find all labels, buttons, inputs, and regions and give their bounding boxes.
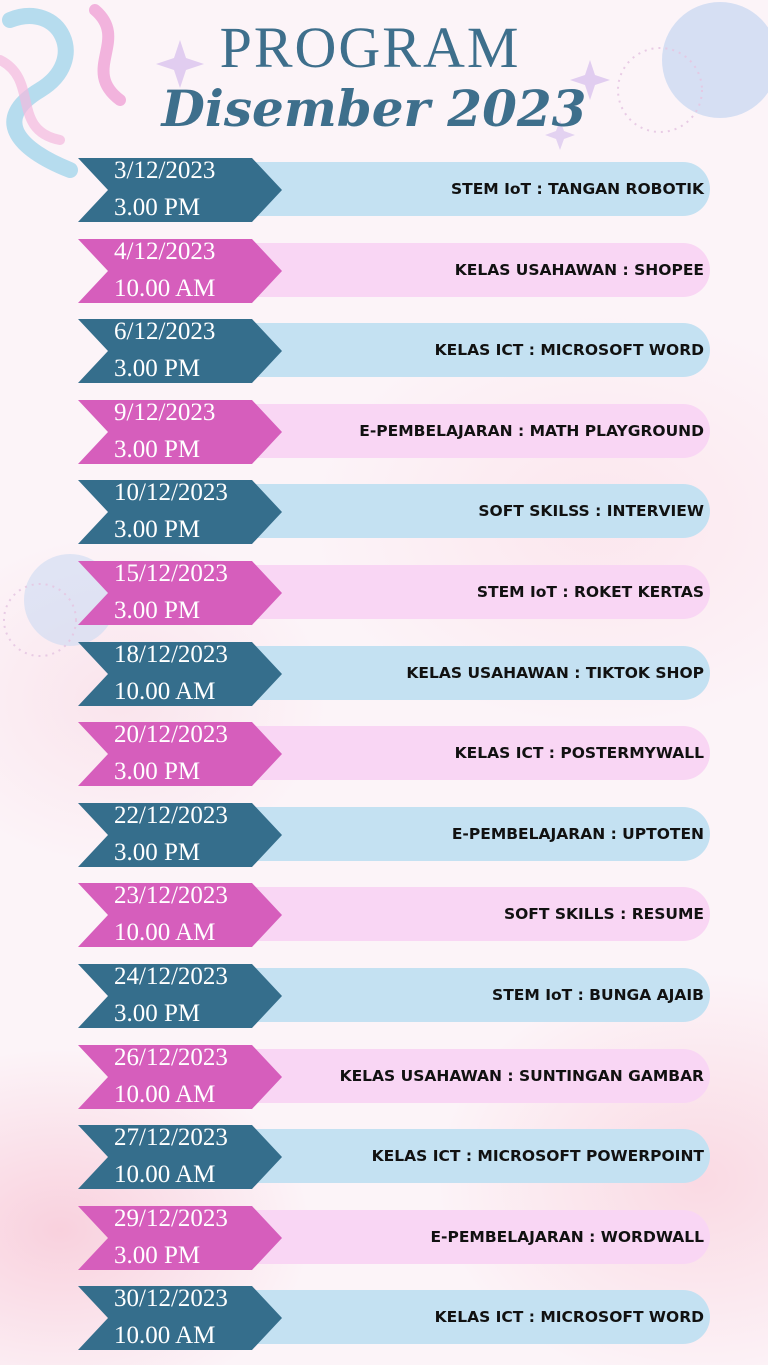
event-date: 18/12/2023 <box>114 640 228 668</box>
event-time: 10.00 AM <box>114 919 216 947</box>
program-name: SOFT SKILSS : INTERVIEW <box>478 502 704 521</box>
date-time-block <box>114 1280 284 1354</box>
event-time: 3.00 PM <box>114 1241 201 1269</box>
date-time-block <box>114 636 284 710</box>
event-date: 23/12/2023 <box>114 882 228 910</box>
schedule-row <box>78 561 710 625</box>
schedule-row <box>78 642 710 706</box>
event-date: 4/12/2023 <box>114 237 216 265</box>
event-date: 6/12/2023 <box>114 318 216 346</box>
event-date: 27/12/2023 <box>114 1124 228 1152</box>
event-time: 3.00 PM <box>114 838 201 866</box>
program-name: KELAS USAHAWAN : SUNTINGAN GAMBAR <box>339 1066 704 1085</box>
program-name: KELAS USAHAWAN : SHOPEE <box>454 260 704 279</box>
event-date: 20/12/2023 <box>114 721 228 749</box>
event-time: 10.00 AM <box>114 1080 216 1108</box>
page-subtitle: Disember 2023 <box>161 79 587 138</box>
date-time-block <box>114 877 284 951</box>
event-time: 3.00 PM <box>114 435 201 463</box>
event-time: 10.00 AM <box>114 677 216 705</box>
event-time: 3.00 PM <box>114 758 201 786</box>
program-name: E-PEMBELAJARAN : MATH PLAYGROUND <box>359 421 704 440</box>
schedule-row <box>78 1125 710 1189</box>
event-time: 10.00 AM <box>114 1322 216 1350</box>
program-name: E-PEMBELAJARAN : UPTOTEN <box>451 824 704 843</box>
event-date: 15/12/2023 <box>114 560 228 587</box>
event-time: 10.00 AM <box>114 1161 216 1189</box>
event-date: 9/12/2023 <box>114 398 216 426</box>
program-name: SOFT SKILLS : RESUME <box>503 905 704 924</box>
schedule-row <box>78 239 710 303</box>
date-time-block <box>114 1039 284 1113</box>
date-time-block <box>114 1119 284 1193</box>
event-date: 24/12/2023 <box>114 963 228 990</box>
program-name: E-PEMBELAJARAN : WORDWALL <box>430 1227 704 1246</box>
date-time-block <box>114 233 284 307</box>
event-time: 3.00 PM <box>114 1000 201 1027</box>
date-time-block <box>114 1200 284 1274</box>
date-time-block <box>114 394 284 468</box>
schedule-row <box>78 964 710 1028</box>
schedule-row <box>78 883 710 947</box>
program-name: STEM IoT : ROKET KERTAS <box>476 583 704 601</box>
schedule-row <box>78 1206 710 1270</box>
schedule-row <box>78 1286 710 1350</box>
date-time-block <box>114 152 284 226</box>
event-time: 3.00 PM <box>114 355 201 383</box>
event-date: 30/12/2023 <box>114 1285 228 1313</box>
event-date: 10/12/2023 <box>114 479 228 507</box>
program-name: STEM IoT : TANGAN ROBOTIK <box>450 180 704 198</box>
schedule-row <box>78 480 710 544</box>
event-date: 3/12/2023 <box>114 157 216 184</box>
date-time-block <box>114 716 284 790</box>
program-name: KELAS ICT : POSTERMYWALL <box>454 744 704 763</box>
program-name: KELAS ICT : MICROSOFT WORD <box>434 1308 704 1327</box>
event-date: 22/12/2023 <box>114 801 228 829</box>
event-time: 10.00 AM <box>114 274 216 302</box>
program-name: KELAS USAHAWAN : TIKTOK SHOP <box>406 663 704 682</box>
event-date: 29/12/2023 <box>114 1204 228 1232</box>
event-date: 26/12/2023 <box>114 1043 228 1071</box>
date-time-block <box>114 313 284 387</box>
event-time: 3.00 PM <box>114 194 201 221</box>
program-name: STEM IoT : BUNGA AJAIB <box>492 986 704 1004</box>
date-time-block <box>114 555 284 629</box>
schedule-row <box>78 158 710 222</box>
event-time: 3.00 PM <box>114 597 201 624</box>
date-time-block <box>114 797 284 871</box>
page-title: PROGRAM <box>219 15 521 80</box>
schedule-row <box>78 722 710 786</box>
program-name: KELAS ICT : MICROSOFT POWERPOINT <box>371 1147 704 1166</box>
date-time-block <box>114 958 284 1032</box>
schedule-row <box>78 803 710 867</box>
program-name: KELAS ICT : MICROSOFT WORD <box>434 341 704 360</box>
schedule-row <box>78 319 710 383</box>
schedule-row <box>78 1045 710 1109</box>
schedule-row <box>78 400 710 464</box>
event-time: 3.00 PM <box>114 516 201 544</box>
date-time-block <box>114 474 284 548</box>
